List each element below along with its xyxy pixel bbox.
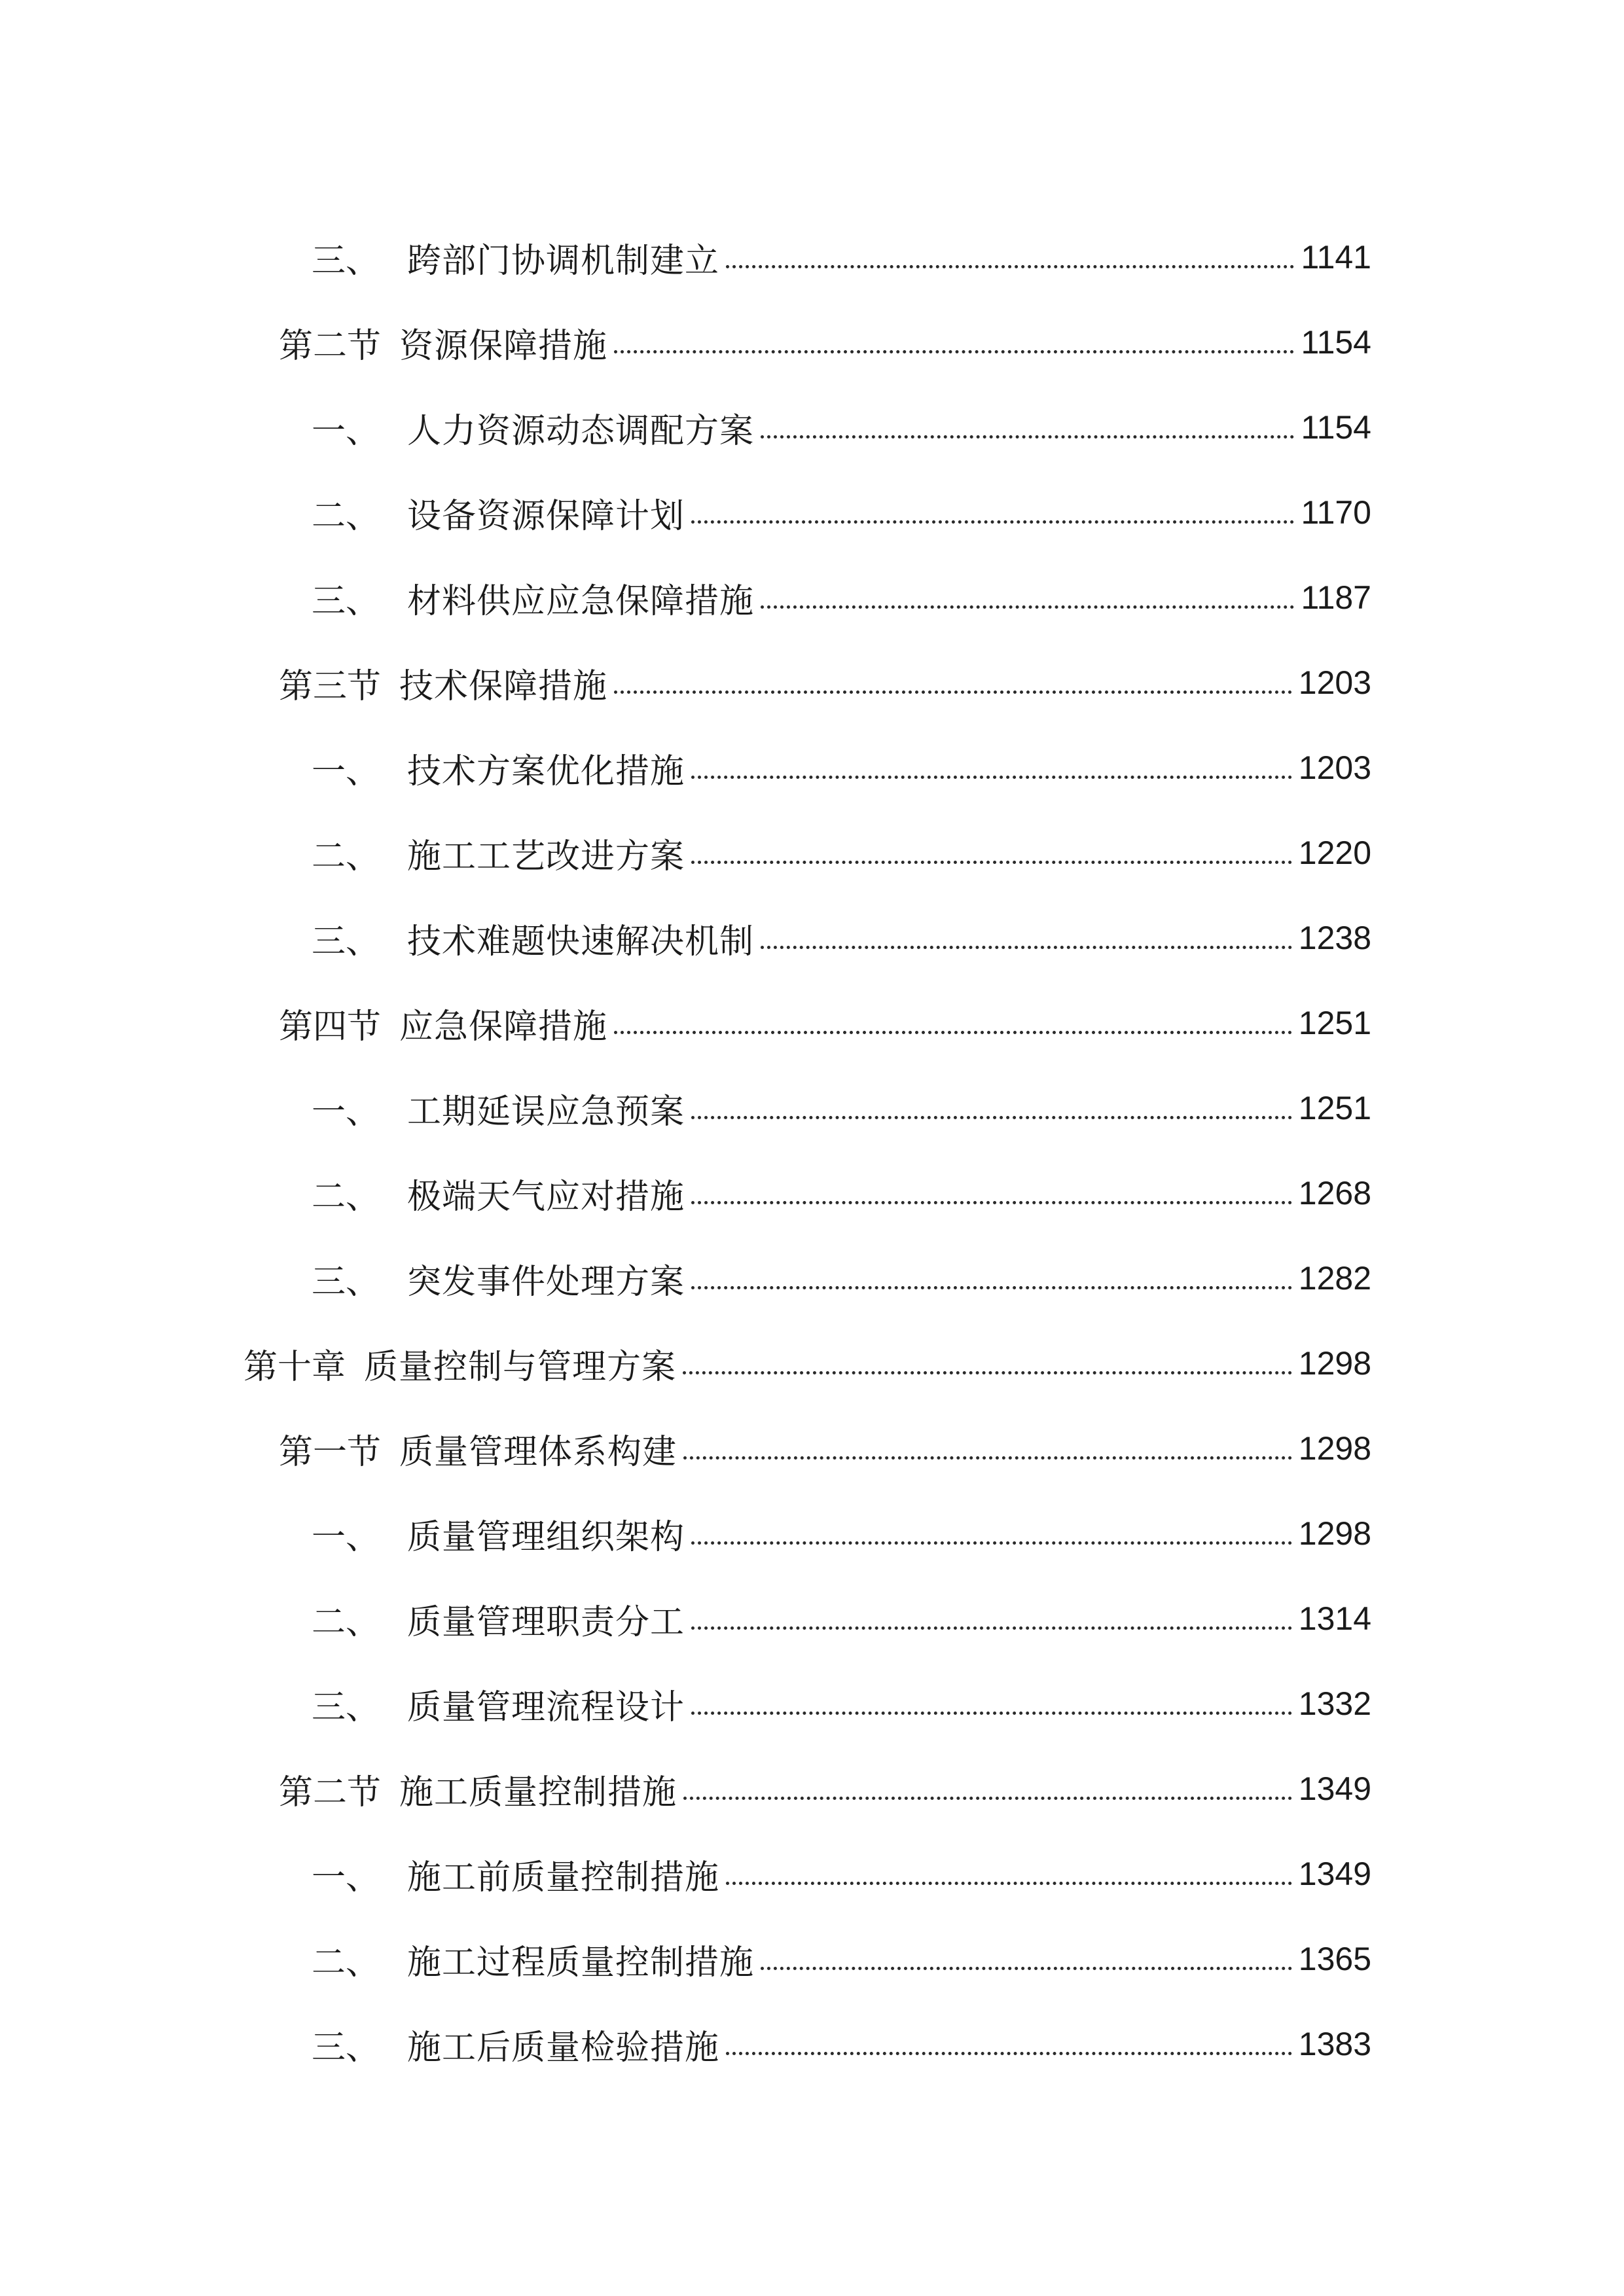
toc-entry-number: 第四节: [279, 1007, 382, 1047]
dot-leader: [691, 520, 1294, 524]
toc-entry-number: 三、: [312, 2028, 380, 2068]
toc-entry-page: 1365: [1298, 1941, 1371, 1977]
toc-entry-title: 施工工艺改进方案: [407, 836, 685, 876]
toc-entry-page: 1203: [1298, 664, 1371, 701]
toc-entry-number: 一、: [312, 1092, 380, 1132]
dot-leader: [691, 1116, 1292, 1119]
toc-entry-page: 1282: [1298, 1260, 1371, 1297]
dot-leader: [691, 1541, 1292, 1545]
toc-entry-page: 1238: [1298, 920, 1371, 956]
toc-entry-number: 三、: [312, 1687, 380, 1727]
dot-leader: [691, 1201, 1292, 1204]
toc-entry-number: 第三节: [279, 666, 382, 706]
toc-entry[interactable]: [0, 810, 1624, 895]
toc-entry-title: 施工质量控制措施: [399, 1772, 677, 1812]
toc-entry-title: 质量管理职责分工: [407, 1602, 685, 1642]
toc-entry[interactable]: [0, 1576, 1624, 1661]
toc-entry-page: 1154: [1301, 324, 1371, 361]
toc-entry-number: 三、: [312, 581, 380, 621]
toc-entry[interactable]: [0, 1831, 1624, 1916]
dot-leader: [691, 1626, 1292, 1630]
dot-leader: [683, 1797, 1292, 1800]
toc-entry-title: 材料供应应急保障措施: [407, 581, 755, 621]
toc-entry[interactable]: [0, 1491, 1624, 1576]
dot-leader: [726, 265, 1294, 268]
toc-entry-page: 1251: [1298, 1005, 1371, 1041]
toc-entry[interactable]: [0, 300, 1624, 385]
toc-entry-number: 三、: [312, 922, 380, 961]
toc-entry[interactable]: [0, 470, 1624, 555]
toc-entry[interactable]: [0, 640, 1624, 725]
toc-entry-page: 1349: [1298, 1856, 1371, 1892]
toc-entry-title: 突发事件处理方案: [407, 1262, 685, 1302]
toc-entry-title: 人力资源动态调配方案: [407, 411, 755, 451]
toc-entry-title: 质量管理流程设计: [407, 1687, 685, 1727]
toc-entry-page: 1383: [1298, 2026, 1371, 2062]
toc-entry-page: 1298: [1298, 1515, 1371, 1552]
toc-entry[interactable]: [0, 1916, 1624, 2001]
toc-entry-page: 1170: [1301, 494, 1371, 531]
toc-entry-title: 质量管理组织架构: [407, 1517, 685, 1557]
toc-entry-page: 1268: [1298, 1175, 1371, 1211]
toc-entry[interactable]: [0, 215, 1624, 300]
toc-entry-title: 施工后质量检验措施: [407, 2028, 720, 2068]
dot-leader: [761, 605, 1294, 609]
toc-entry-page: 1349: [1298, 1770, 1371, 1807]
toc-entry-number: 第二节: [279, 1772, 382, 1812]
toc-entry-title: 技术难题快速解决机制: [407, 922, 755, 961]
toc-entry[interactable]: [0, 895, 1624, 980]
toc-entry-page: 1141: [1301, 239, 1371, 276]
toc-entry[interactable]: [0, 1236, 1624, 1321]
toc-entry-number: 第一节: [279, 1432, 382, 1472]
toc-entry[interactable]: [0, 1661, 1624, 1746]
dot-leader: [761, 435, 1294, 439]
toc-entry-number: 二、: [312, 1177, 380, 1217]
table-of-contents: [0, 215, 1624, 2087]
toc-entry[interactable]: [0, 555, 1624, 640]
toc-entry-number: 一、: [312, 1857, 380, 1897]
toc-entry-title: 资源保障措施: [399, 326, 608, 366]
toc-entry-page: 1154: [1301, 409, 1371, 446]
dot-leader: [726, 2052, 1292, 2055]
toc-entry-number: 三、: [312, 1262, 380, 1302]
toc-entry-page: 1298: [1298, 1430, 1371, 1467]
toc-entry-title: 质量管理体系构建: [399, 1432, 677, 1472]
toc-entry-page: 1251: [1298, 1090, 1371, 1126]
toc-entry-title: 施工过程质量控制措施: [407, 1943, 755, 1982]
toc-entry-number: 二、: [312, 1602, 380, 1642]
toc-entry-title: 应急保障措施: [399, 1007, 608, 1047]
toc-entry[interactable]: [0, 1746, 1624, 1831]
toc-entry-title: 设备资源保障计划: [407, 496, 685, 536]
toc-entry-number: 一、: [312, 411, 380, 451]
toc-entry[interactable]: [0, 1406, 1624, 1491]
toc-entry[interactable]: [0, 1151, 1624, 1236]
dot-leader: [691, 1286, 1292, 1289]
dot-leader: [761, 1967, 1292, 1970]
toc-entry-title: 极端天气应对措施: [407, 1177, 685, 1217]
dot-leader: [726, 1882, 1292, 1885]
dot-leader: [614, 1031, 1292, 1034]
toc-entry[interactable]: [0, 1321, 1624, 1406]
toc-entry-page: 1298: [1298, 1345, 1371, 1382]
dot-leader: [683, 1456, 1292, 1460]
toc-entry-number: 第十章: [244, 1347, 346, 1387]
toc-entry-title: 施工前质量控制措施: [407, 1857, 720, 1897]
toc-entry-page: 1314: [1298, 1600, 1371, 1637]
toc-entry[interactable]: [0, 1066, 1624, 1151]
toc-entry-title: 跨部门协调机制建立: [407, 241, 720, 281]
dot-leader: [761, 946, 1292, 949]
toc-entry-number: 二、: [312, 836, 380, 876]
toc-entry-title: 技术保障措施: [399, 666, 608, 706]
toc-entry[interactable]: [0, 980, 1624, 1066]
toc-entry-title: 质量控制与管理方案: [364, 1347, 677, 1387]
dot-leader: [691, 861, 1292, 864]
toc-entry-page: 1220: [1298, 834, 1371, 871]
toc-entry-number: 二、: [312, 496, 380, 536]
toc-entry-number: 三、: [312, 241, 380, 281]
dot-leader: [683, 1371, 1292, 1374]
toc-entry-title: 工期延误应急预案: [407, 1092, 685, 1132]
toc-entry[interactable]: [0, 385, 1624, 470]
dot-leader: [691, 776, 1292, 779]
toc-entry-page: 1187: [1301, 579, 1371, 616]
dot-leader: [614, 691, 1292, 694]
toc-entry-page: 1203: [1298, 749, 1371, 786]
toc-entry[interactable]: [0, 2001, 1624, 2087]
toc-entry-number: 第二节: [279, 326, 382, 366]
toc-entry-page: 1332: [1298, 1685, 1371, 1722]
toc-entry-number: 一、: [312, 751, 380, 791]
dot-leader: [614, 350, 1294, 353]
toc-entry-number: 二、: [312, 1943, 380, 1982]
toc-entry-title: 技术方案优化措施: [407, 751, 685, 791]
toc-entry[interactable]: [0, 725, 1624, 810]
dot-leader: [691, 1712, 1292, 1715]
toc-entry-number: 一、: [312, 1517, 380, 1557]
